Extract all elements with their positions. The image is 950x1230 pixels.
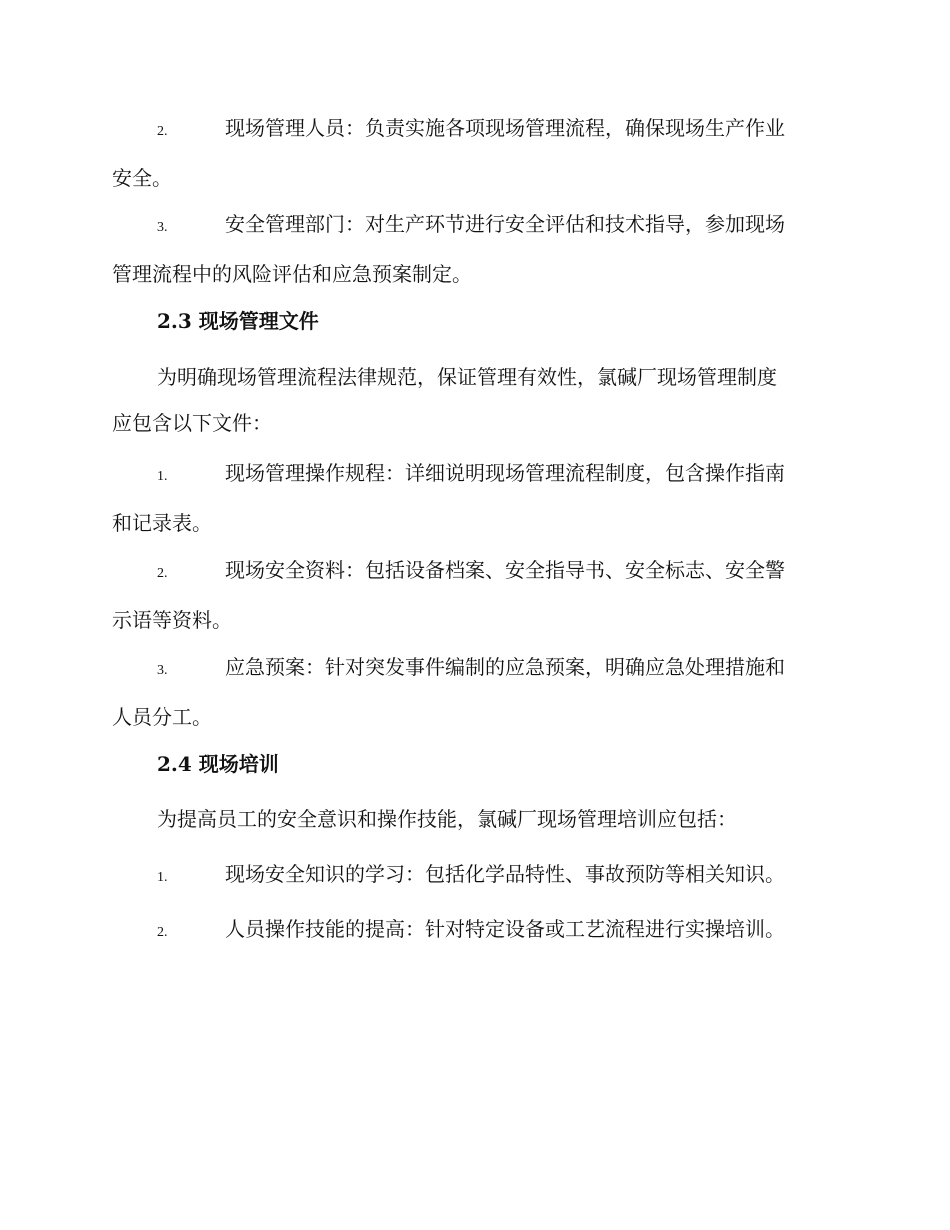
list-item-continuation: 和记录表。 xyxy=(112,511,212,535)
section-heading: 2.4 现场培训 xyxy=(157,752,279,776)
paragraph-line: 为提高员工的安全意识和操作技能，氯碱厂现场管理培训应包括： xyxy=(157,807,737,831)
list-item-continuation: 人员分工。 xyxy=(112,705,212,729)
paragraph xyxy=(112,354,834,446)
list-item-text: 人员操作技能的提高：针对特定设备或工艺流程进行实操培训。 xyxy=(225,917,785,941)
list-item-continuation: 示语等资料。 xyxy=(112,608,232,632)
list-item-number: 2. xyxy=(157,925,168,940)
paragraph-line: 为明确现场管理流程法律规范，保证管理有效性，氯碱厂现场管理制度 xyxy=(157,365,777,389)
list-item-text: 安全管理部门：对生产环节进行安全评估和技术指导，参加现场 xyxy=(225,212,785,236)
paragraph-line: 应包含以下文件： xyxy=(112,411,272,435)
list-item-continuation: 管理流程中的风险评估和应急预案制定。 xyxy=(112,262,472,286)
list-item-number: 2. xyxy=(157,566,168,581)
list-item-text: 现场安全知识的学习：包括化学品特性、事故预防等相关知识。 xyxy=(225,862,785,886)
section-heading: 2.3 现场管理文件 xyxy=(157,309,319,333)
list-item xyxy=(112,906,834,956)
list-item-number: 1. xyxy=(157,870,168,885)
list-item-text: 应急预案：针对突发事件编制的应急预案，明确应急处理措施和 xyxy=(225,655,785,679)
list-item xyxy=(112,201,834,297)
list-item xyxy=(112,644,834,740)
list-item xyxy=(112,450,834,546)
paragraph xyxy=(112,796,834,842)
list-item-text: 现场安全资料：包括设备档案、安全指导书、安全标志、安全警 xyxy=(225,558,785,582)
list-item xyxy=(112,105,834,201)
list-item-text: 现场管理操作规程：详细说明现场管理流程制度，包含操作指南 xyxy=(225,461,785,485)
list-item-number: 3. xyxy=(157,220,168,235)
list-item-number: 2. xyxy=(157,124,168,139)
list-item xyxy=(112,851,834,901)
list-item-text: 现场管理人员：负责实施各项现场管理流程，确保现场生产作业 xyxy=(225,116,785,140)
list-item-number: 1. xyxy=(157,469,168,484)
list-item-number: 3. xyxy=(157,663,168,678)
list-item-continuation: 安全。 xyxy=(112,166,172,190)
list-item xyxy=(112,547,834,643)
